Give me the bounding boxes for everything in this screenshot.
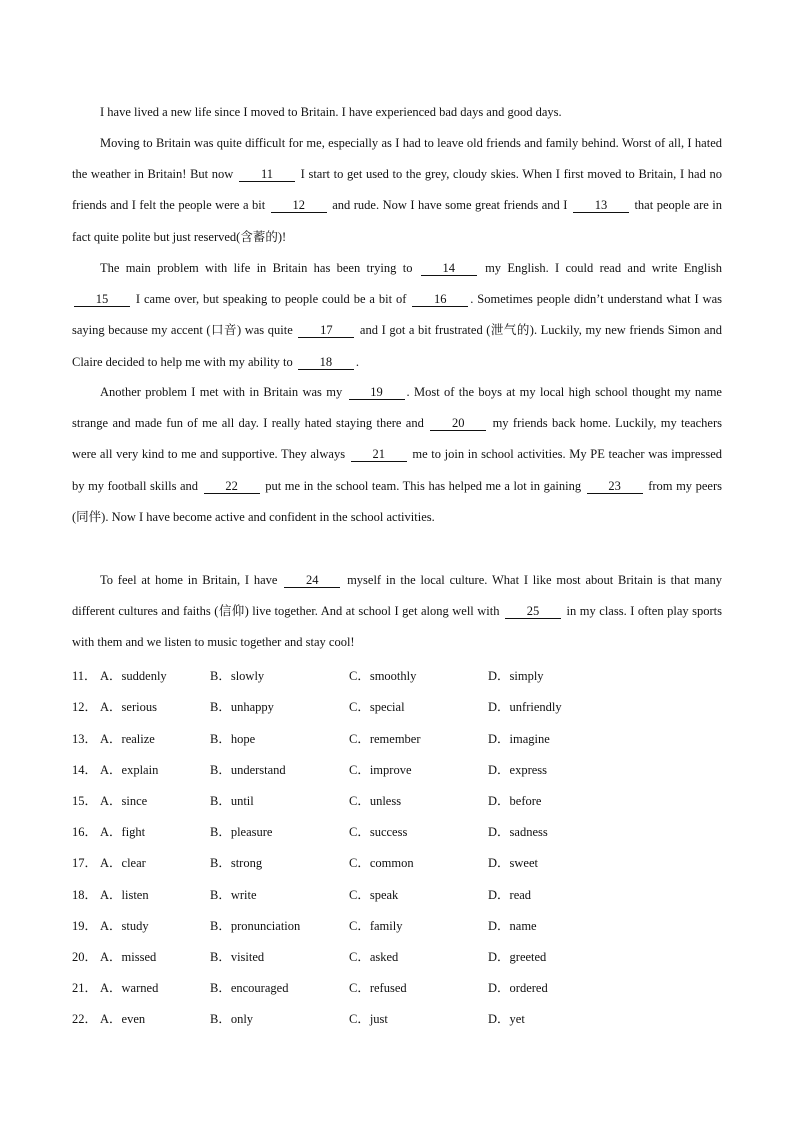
question-number: 15． (72, 794, 98, 808)
paragraph-text: Moving to Britain was quite difficult for me, especially as I had to leave old friends and family behind. Worst of all, I hated the weather in Britain! But now (72, 136, 722, 182)
blank-16: 16 (410, 284, 470, 315)
paragraph-text: The main problem with life in Britain has been trying to (100, 261, 419, 275)
option-c[interactable]: C．asked (349, 950, 399, 964)
option-d[interactable]: D．name (488, 919, 537, 933)
paragraph-text: in my class. I often play sports with them and we listen to music together and stay cool! (72, 604, 723, 650)
blank-12: 12 (269, 190, 329, 221)
question-row (72, 791, 722, 811)
option-d[interactable]: D．express (488, 763, 548, 777)
option-c[interactable]: C．common (349, 856, 414, 870)
option-d[interactable]: D．ordered (488, 981, 548, 995)
question-number: 11． (72, 669, 97, 683)
question-number: 20． (72, 950, 98, 964)
question-number: 13． (72, 732, 98, 746)
option-a[interactable]: A．since (100, 794, 148, 808)
question-row (72, 885, 722, 905)
option-a[interactable]: A．missed (100, 950, 157, 964)
passage-paragraph-3 (72, 253, 722, 378)
blank-24: 24 (282, 565, 342, 596)
question-row (72, 697, 722, 717)
option-c[interactable]: C．family (349, 919, 403, 933)
option-a[interactable]: A．realize (100, 732, 155, 746)
option-c[interactable]: C．success (349, 825, 408, 839)
option-b[interactable]: B．strong (210, 856, 263, 870)
blank-15: 15 (72, 284, 132, 315)
blank-22: 22 (202, 471, 262, 502)
paragraph-text: and I got a bit frustrated (泄气的). Luckily, my new friends Simon and Claire decided to help me with my ability to (72, 323, 722, 369)
paragraph-text: my friends back home. Luckily, my teachers were all very kind to me and supportive. They always (72, 416, 722, 462)
blank-17: 17 (296, 315, 356, 346)
option-a[interactable]: A．suddenly (100, 669, 167, 683)
option-b[interactable]: B．slowly (210, 669, 265, 683)
paragraph-text: I start to get used to the grey, cloudy skies. When I first moved to Britain, I had no friends and I felt the people were a bit (72, 167, 722, 213)
option-c[interactable]: C．special (349, 700, 405, 714)
option-a[interactable]: A．explain (100, 763, 159, 777)
question-number: 19． (72, 919, 98, 933)
paragraph-text: To feel at home in Britain, I have (100, 573, 283, 587)
passage-paragraph-2 (72, 128, 722, 253)
option-d[interactable]: D．sweet (488, 856, 538, 870)
option-b[interactable]: B．write (210, 888, 257, 902)
option-b[interactable]: B．pleasure (210, 825, 273, 839)
option-d[interactable]: D．yet (488, 1012, 525, 1026)
option-b[interactable]: B．unhappy (210, 700, 274, 714)
question-row (72, 822, 722, 842)
blank-23: 23 (585, 471, 645, 502)
question-number: 12． (72, 700, 98, 714)
option-d[interactable]: D．unfriendly (488, 700, 562, 714)
blank-20: 20 (428, 408, 488, 439)
option-a[interactable]: A．fight (100, 825, 146, 839)
paragraph-text: myself in the local culture. What I like most about Britain is that many different cultures and faiths (信仰) live together. And at school I get along well with (72, 573, 722, 619)
option-b[interactable]: B．pronunciation (210, 919, 301, 933)
question-number: 18． (72, 888, 98, 902)
paragraph-text: . Sometimes people didn’t understand what I was saying because my accent (口音) was quite (72, 292, 722, 338)
option-b[interactable]: B．until (210, 794, 254, 808)
blank-21: 21 (349, 439, 409, 470)
option-d[interactable]: D．simply (488, 669, 544, 683)
option-c[interactable]: C．smoothly (349, 669, 417, 683)
passage-paragraph-4 (72, 377, 722, 533)
paragraph-text: I have lived a new life since I moved to Britain. I have experienced bad days and good days. (100, 105, 562, 119)
option-a[interactable]: A．even (100, 1012, 146, 1026)
question-row (72, 916, 722, 936)
blank-11: 11 (237, 159, 297, 190)
paragraph-text: put me in the school team. This has helped me a lot in gaining (261, 478, 585, 493)
paragraph-text: my English. I could read and write English (478, 261, 722, 275)
option-d[interactable]: D．greeted (488, 950, 547, 964)
option-d[interactable]: D．read (488, 888, 532, 902)
question-row (72, 947, 722, 967)
blank-19: 19 (347, 377, 407, 408)
option-c[interactable]: C．refused (349, 981, 407, 995)
paragraph-text: from my peers (同伴). Now I have become active and confident in the school activities. (72, 478, 722, 524)
question-number: 17． (72, 856, 98, 870)
question-number: 21． (72, 981, 98, 995)
passage-paragraph-5 (72, 565, 722, 659)
option-c[interactable]: C．unless (349, 794, 402, 808)
question-row (72, 729, 722, 749)
option-b[interactable]: B．understand (210, 763, 286, 777)
option-c[interactable]: C．remember (349, 732, 421, 746)
option-d[interactable]: D．before (488, 794, 542, 808)
option-c[interactable]: C．speak (349, 888, 399, 902)
question-number: 16． (72, 825, 98, 839)
question-number: 22． (72, 1012, 98, 1026)
question-row (72, 666, 722, 686)
paragraph-text: and rude. Now I have some great friends and I (328, 198, 571, 213)
paragraph-text: I came over, but speaking to people could be a bit of (132, 292, 411, 307)
option-a[interactable]: A．clear (100, 856, 146, 870)
question-number: 14． (72, 763, 98, 777)
option-a[interactable]: A．listen (100, 888, 149, 902)
blank-13: 13 (571, 190, 631, 221)
passage-paragraph-1 (72, 97, 722, 128)
option-a[interactable]: A．serious (100, 700, 157, 714)
paragraph-text: Another problem I met with in Britain was my (100, 385, 347, 399)
option-b[interactable]: B．hope (210, 732, 256, 746)
option-d[interactable]: D．imagine (488, 732, 550, 746)
blank-25: 25 (503, 596, 563, 627)
option-b[interactable]: B．encouraged (210, 981, 289, 995)
blank-18: 18 (296, 347, 356, 378)
option-d[interactable]: D．sadness (488, 825, 548, 839)
option-c[interactable]: C．improve (349, 763, 412, 777)
paragraph-text: . (355, 354, 360, 369)
question-row (72, 760, 722, 780)
question-row (72, 853, 722, 873)
question-row (72, 978, 722, 998)
paragraph-text: that people are in fact quite polite but just reserved(含蓄的)! (72, 198, 722, 244)
paragraph-text: . Most of the boys at my local high school thought my name strange and made fun of me all day. I really hated staying there and (72, 385, 722, 431)
option-a[interactable]: A．study (100, 919, 149, 933)
blank-14: 14 (419, 253, 479, 284)
option-c[interactable]: C．just (349, 1012, 388, 1026)
option-b[interactable]: B．visited (210, 950, 265, 964)
option-a[interactable]: A．warned (100, 981, 159, 995)
question-row (72, 1009, 722, 1029)
option-b[interactable]: B．only (210, 1012, 254, 1026)
paragraph-text: me to join in school activities. My PE teacher was impressed by my football skills and (72, 447, 722, 493)
